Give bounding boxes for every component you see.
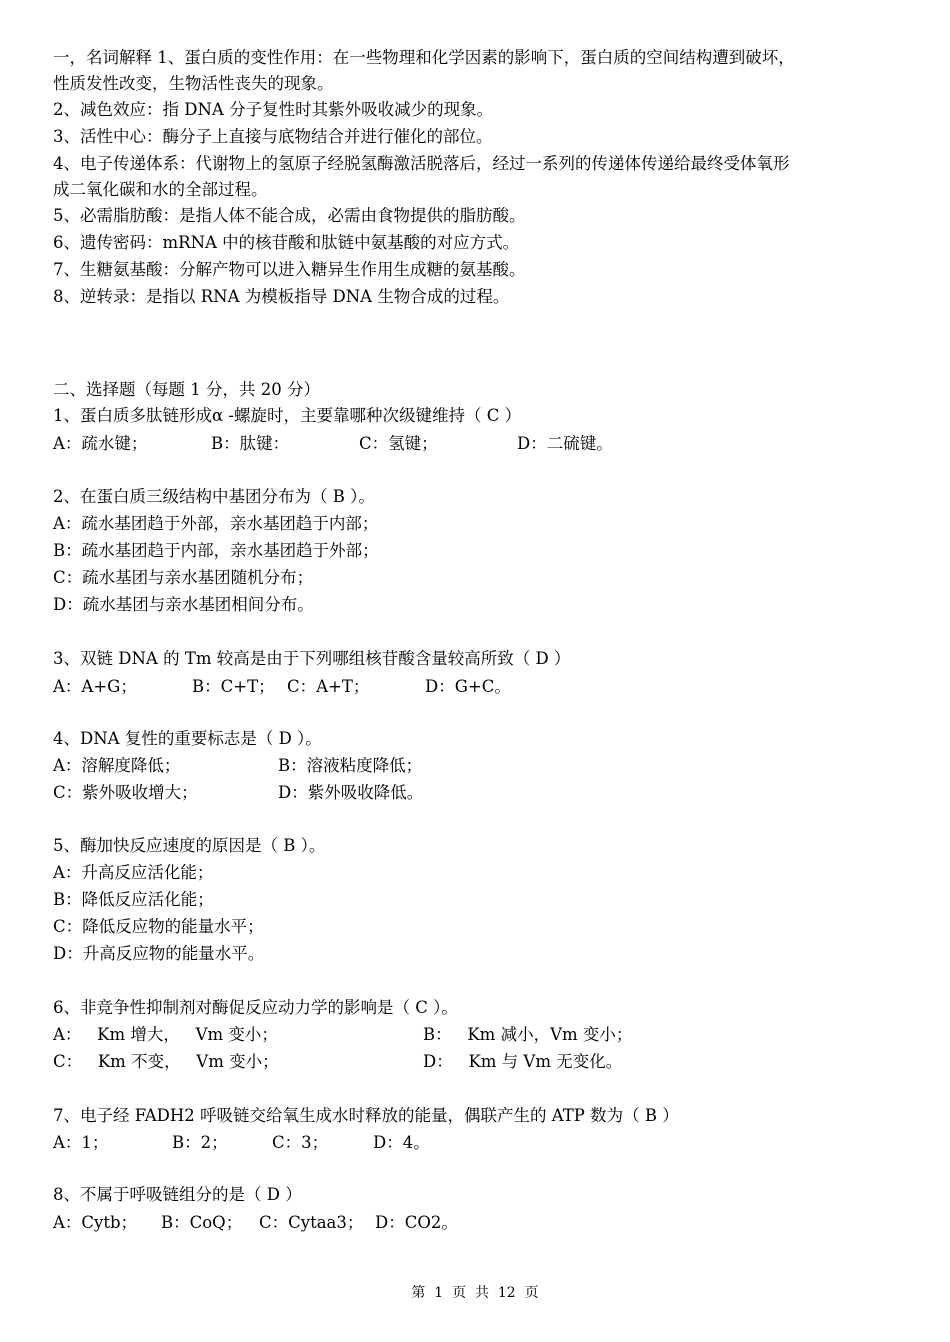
option-b: B：2； (172, 1133, 228, 1152)
option-a: A：Cytb； (53, 1213, 138, 1232)
question-5-stem: 5、酶加快反应速度的原因是（ B ）。 (53, 836, 326, 855)
question-7-stem: 7、电子经 FADH2 呼吸链交给氧生成水时释放的能量，偶联产生的 ATP 数为（ B ） (53, 1106, 679, 1125)
definition-2: 2、减色效应：指 DNA 分子复性时其紫外吸收减少的现象。 (53, 100, 494, 119)
question-2-option-a: A：疏水基团趋于外部，亲水基团趋于内部； (53, 514, 379, 533)
option-a: A： Km 增大， Vm 变小； (53, 1025, 278, 1044)
option-b: B：CoQ； (161, 1213, 243, 1232)
question-4-stem: 4、DNA 复性的重要标志是（ D ）。 (53, 729, 322, 748)
definition-8: 8、逆转录：是指以 RNA 为模板指导 DNA 生物合成的过程。 (53, 287, 510, 306)
option-d: D：紫外吸收降低。 (278, 783, 424, 802)
option-a: A：1； (53, 1133, 109, 1152)
question-5-option-d: D：升高反应物的能量水平。 (53, 944, 265, 963)
option-c: C： Km 不变， Vm 变小； (53, 1052, 279, 1071)
section2-heading: 二、选择题（每题 1 分，共 20 分） (53, 380, 320, 399)
definition-3: 3、活性中心：酶分子上直接与底物结合并进行催化的部位。 (53, 127, 493, 146)
option-d: D：4。 (373, 1133, 430, 1152)
question-3-stem: 3、双链 DNA 的 Tm 较高是由于下列哪组核苷酸含量较高所致（ D ） (53, 649, 571, 668)
section1-line1: 一，名词解释 1、蛋白质的变性作用：在一些物理和化学因素的影响下，蛋白质的空间结构遭到破坏， (53, 48, 795, 67)
question-2-option-b: B：疏水基团趋于内部，亲水基团趋于外部； (53, 541, 379, 560)
option-b: B：肽键： (211, 434, 290, 453)
option-c: C：A+T； (287, 677, 370, 696)
option-d: D： Km 与 Vm 无变化。 (423, 1052, 623, 1071)
section1-line2: 性质发性改变，生物活性丧失的现象。 (53, 74, 334, 93)
option-b: B： Km 减小，Vm 变小； (423, 1025, 633, 1044)
option-c: C：氢键； (359, 434, 438, 453)
question-2-option-c: C：疏水基团与亲水基团随机分布； (53, 568, 314, 587)
question-5-option-b: B：降低反应活化能； (53, 890, 214, 909)
question-2-stem: 2、在蛋白质三级结构中基团分布为（ B ）。 (53, 487, 375, 506)
option-c: C：紫外吸收增大； (53, 783, 198, 802)
question-2-option-d: D：疏水基团与亲水基团相间分布。 (53, 595, 314, 614)
question-5-option-c: C：降低反应物的能量水平； (53, 917, 264, 936)
option-c: C：Cytaa3； (259, 1213, 364, 1232)
option-b: B：C+T； (192, 677, 275, 696)
option-b: B：溶液粘度降低； (278, 756, 423, 775)
question-8-stem: 8、不属于呼吸链组分的是（ D ） (53, 1185, 302, 1204)
option-d: D：二硫键。 (517, 434, 613, 453)
option-a: A：溶解度降低； (53, 756, 181, 775)
option-c: C：3； (272, 1133, 329, 1152)
option-a: A：A+G； (53, 677, 137, 696)
definition-6: 6、遗传密码：mRNA 中的核苷酸和肽链中氨基酸的对应方式。 (53, 233, 520, 252)
question-6-stem: 6、非竞争性抑制剂对酶促反应动力学的影响是（ C ）。 (53, 998, 458, 1017)
option-d: D：G+C。 (425, 677, 511, 696)
option-a: A：疏水键； (53, 434, 148, 453)
question-5-option-a: A：升高反应活化能； (53, 863, 214, 882)
definition-4-line1: 4、电子传递体系：代谢物上的氢原子经脱氢酶激活脱落后，经过一系列的传递体传递给最终受体氧形 (53, 154, 790, 173)
page-footer: 第 1 页 共 12 页 (411, 1285, 539, 1301)
option-d: D：CO2。 (375, 1213, 458, 1232)
definition-4-line2: 成二氧化碳和水的全部过程。 (53, 180, 268, 199)
definition-5: 5、必需脂肪酸：是指人体不能合成，必需由食物提供的脂肪酸。 (53, 206, 526, 225)
definition-7: 7、生糖氨基酸：分解产物可以进入糖异生作用生成糖的氨基酸。 (53, 260, 526, 279)
question-1-stem: 1、蛋白质多肽链形成α -螺旋时，主要靠哪种次级键维持（ C ） (53, 406, 522, 425)
